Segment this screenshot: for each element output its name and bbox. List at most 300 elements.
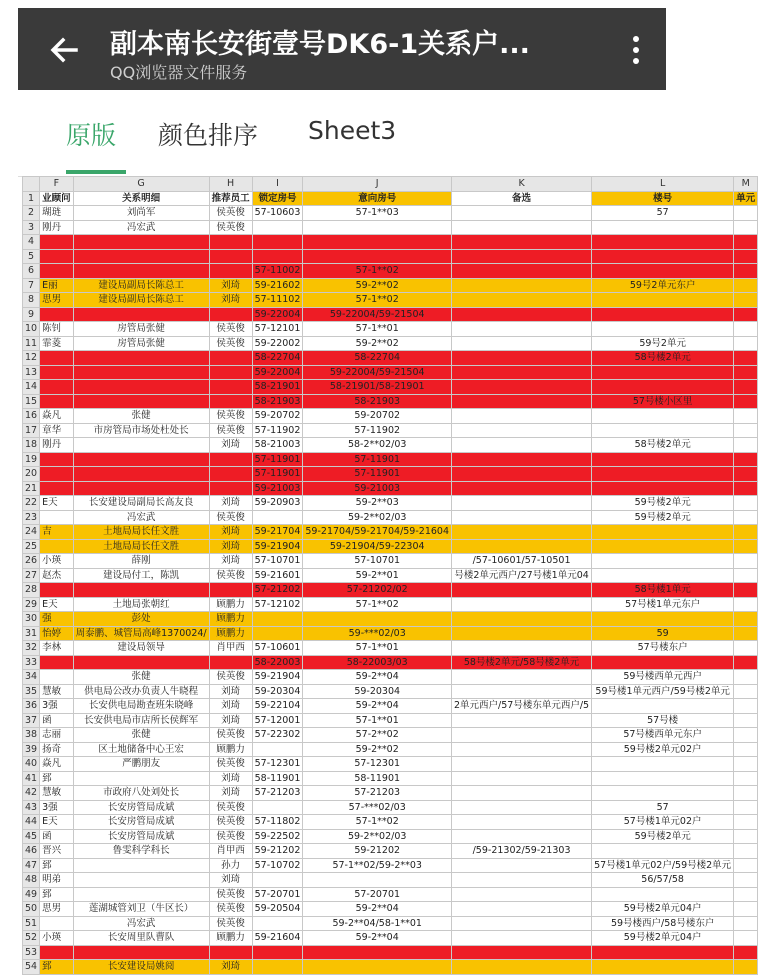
cell-j[interactable]: 57-11901 [303,467,452,482]
cell-h[interactable] [209,945,252,960]
cell-i[interactable]: 58-21903 [252,394,303,409]
cell-k[interactable] [452,945,592,960]
row-number[interactable]: 14 [23,380,40,395]
cell-k[interactable]: 号楼2单元西户/27号楼1单元04 [452,568,592,583]
cell-k[interactable] [452,829,592,844]
cell-m[interactable] [734,960,758,975]
cell-g[interactable]: 张健 [73,670,209,685]
cell-m[interactable] [734,815,758,830]
cell-j[interactable]: 57-1**02 [303,264,452,279]
cell-h[interactable]: 顾鹏力 [209,597,252,612]
cell-k[interactable] [452,670,592,685]
cell-f[interactable] [40,539,74,554]
cell-m[interactable] [734,858,758,873]
row-number[interactable]: 30 [23,612,40,627]
cell-i[interactable]: 58-22704 [252,351,303,366]
cell-j[interactable]: 58-2**02/03 [303,438,452,453]
cell-j[interactable]: 57-1**02 [303,293,452,308]
cell-g[interactable] [73,655,209,670]
cell-k[interactable] [452,583,592,598]
cell-f[interactable]: 焱凡 [40,757,74,772]
cell-j[interactable]: 57-1**01 [303,641,452,656]
cell-g[interactable] [73,365,209,380]
cell-j[interactable]: 57-21202/02 [303,583,452,598]
cell-l[interactable] [592,945,734,960]
cell-l[interactable] [592,264,734,279]
cell-f[interactable]: 刚丹 [40,438,74,453]
cell-i[interactable] [252,742,303,757]
cell-k[interactable] [452,742,592,757]
cell-h[interactable]: 顾鹏力 [209,626,252,641]
cell-l[interactable]: 59号2单元东户 [592,278,734,293]
cell-l[interactable]: 57号楼1单元02户/59号楼2单元 [592,858,734,873]
row-number[interactable]: 28 [23,583,40,598]
cell-f[interactable] [40,380,74,395]
cell-k[interactable]: 备选 [452,191,592,206]
cell-l[interactable]: 59 [592,626,734,641]
cell-i[interactable]: 59-21602 [252,278,303,293]
cell-m[interactable] [734,322,758,337]
cell-j[interactable]: 59-20702 [303,409,452,424]
cell-k[interactable]: /59-21302/59-21303 [452,844,592,859]
cell-k[interactable]: 58号楼2单元/58号楼2单元 [452,655,592,670]
cell-m[interactable] [734,278,758,293]
cell-i[interactable]: 58-11901 [252,771,303,786]
cell-k[interactable] [452,887,592,902]
cell-k[interactable] [452,597,592,612]
cell-j[interactable] [303,612,452,627]
cell-g[interactable] [73,249,209,264]
cell-j[interactable]: 59-22004/59-21504 [303,307,452,322]
cell-i[interactable] [252,220,303,235]
cell-g[interactable] [73,858,209,873]
row-number[interactable]: 7 [23,278,40,293]
cell-i[interactable]: 57-22302 [252,728,303,743]
cell-g[interactable]: 冯宏武 [73,916,209,931]
cell-m[interactable] [734,568,758,583]
cell-i[interactable]: 57-20701 [252,887,303,902]
cell-k[interactable] [452,380,592,395]
cell-l[interactable] [592,322,734,337]
cell-f[interactable]: 吉 [40,525,74,540]
cell-g[interactable] [73,467,209,482]
cell-j[interactable]: 59-2**02 [303,742,452,757]
cell-g[interactable]: 房管局张健 [73,322,209,337]
cell-h[interactable]: 刘琦 [209,496,252,511]
cell-k[interactable] [452,351,592,366]
cell-j[interactable]: 59-21704/59-21704/59-21604 [303,525,452,540]
cell-i[interactable]: 57-11102 [252,293,303,308]
cell-h[interactable]: 侯英俊 [209,206,252,221]
cell-h[interactable]: 侯英俊 [209,902,252,917]
row-number[interactable]: 41 [23,771,40,786]
cell-j[interactable] [303,235,452,250]
row-number[interactable]: 37 [23,713,40,728]
cell-m[interactable] [734,771,758,786]
cell-m[interactable] [734,844,758,859]
cell-i[interactable]: 59-21601 [252,568,303,583]
cell-f[interactable]: 明弟 [40,873,74,888]
cell-k[interactable] [452,626,592,641]
cell-i[interactable]: 58-22003 [252,655,303,670]
row-number[interactable]: 33 [23,655,40,670]
row-number[interactable]: 51 [23,916,40,931]
cell-i[interactable]: 57-10601 [252,641,303,656]
cell-j[interactable]: 59-21202 [303,844,452,859]
cell-j[interactable]: 59-2**03 [303,496,452,511]
cell-j[interactable]: 57-1**01 [303,322,452,337]
cell-i[interactable]: 57-12102 [252,597,303,612]
cell-j[interactable]: 58-21903 [303,394,452,409]
row-number[interactable]: 42 [23,786,40,801]
cell-k[interactable] [452,423,592,438]
column-header[interactable]: F [40,177,74,192]
cell-h[interactable]: 孙力 [209,858,252,873]
cell-g[interactable]: 土地局局长任文胜 [73,539,209,554]
cell-f[interactable]: 小瑛 [40,931,74,946]
cell-g[interactable] [73,945,209,960]
cell-l[interactable]: 59号楼西单元西户 [592,670,734,685]
cell-l[interactable]: 58号楼1单元 [592,583,734,598]
cell-j[interactable]: 59-2**04 [303,670,452,685]
cell-m[interactable] [734,829,758,844]
cell-m[interactable] [734,626,758,641]
cell-i[interactable]: 58-21901 [252,380,303,395]
cell-k[interactable] [452,481,592,496]
row-number[interactable]: 6 [23,264,40,279]
cell-g[interactable] [73,452,209,467]
row-number[interactable]: 15 [23,394,40,409]
cell-j[interactable] [303,249,452,264]
cell-l[interactable] [592,539,734,554]
cell-m[interactable] [734,800,758,815]
cell-h[interactable]: 侯英俊 [209,510,252,525]
cell-j[interactable]: 59-2**02 [303,336,452,351]
cell-j[interactable]: 59-2**04 [303,931,452,946]
cell-k[interactable] [452,902,592,917]
cell-j[interactable] [303,873,452,888]
cell-l[interactable] [592,365,734,380]
cell-k[interactable] [452,641,592,656]
cell-h[interactable]: 刘琦 [209,713,252,728]
cell-g[interactable]: 彭处 [73,612,209,627]
cell-i[interactable]: 57-11002 [252,264,303,279]
cell-m[interactable] [734,307,758,322]
cell-m[interactable] [734,887,758,902]
row-number[interactable]: 13 [23,365,40,380]
cell-h[interactable] [209,235,252,250]
row-number[interactable]: 12 [23,351,40,366]
cell-g[interactable]: 张健 [73,409,209,424]
cell-g[interactable]: 莲湖城管刘卫（牛区长） [73,902,209,917]
cell-f[interactable]: 3强 [40,800,74,815]
cell-i[interactable]: 57-12101 [252,322,303,337]
cell-i[interactable]: 59-20903 [252,496,303,511]
cell-k[interactable] [452,873,592,888]
row-number[interactable]: 47 [23,858,40,873]
cell-f[interactable]: 郅 [40,771,74,786]
cell-l[interactable]: 57号楼 [592,713,734,728]
cell-k[interactable] [452,684,592,699]
cell-f[interactable]: 郅 [40,858,74,873]
cell-m[interactable] [734,220,758,235]
more-vertical-icon[interactable] [632,36,640,66]
cell-k[interactable] [452,365,592,380]
cell-l[interactable] [592,467,734,482]
cell-g[interactable] [73,264,209,279]
cell-m[interactable] [734,612,758,627]
row-number[interactable]: 53 [23,945,40,960]
cell-m[interactable] [734,510,758,525]
cell-k[interactable] [452,206,592,221]
cell-j[interactable] [303,220,452,235]
row-number[interactable]: 29 [23,597,40,612]
cell-l[interactable] [592,786,734,801]
cell-i[interactable]: 59-20304 [252,684,303,699]
cell-m[interactable] [734,539,758,554]
cell-l[interactable] [592,554,734,569]
cell-i[interactable]: 57-12301 [252,757,303,772]
cell-h[interactable]: 刘琦 [209,525,252,540]
row-number[interactable]: 23 [23,510,40,525]
cell-l[interactable]: 59号楼西户/58号楼东户 [592,916,734,931]
corner-cell[interactable] [23,177,40,192]
cell-l[interactable] [592,525,734,540]
cell-h[interactable] [209,655,252,670]
cell-f[interactable]: 赵杰 [40,568,74,583]
cell-h[interactable] [209,583,252,598]
cell-j[interactable]: 59-21003 [303,481,452,496]
cell-l[interactable]: 59号楼2单元04户 [592,931,734,946]
arrow-left-icon[interactable] [48,34,80,66]
cell-h[interactable] [209,249,252,264]
cell-l[interactable] [592,699,734,714]
cell-i[interactable]: 57-11901 [252,467,303,482]
cell-i[interactable]: 57-11902 [252,423,303,438]
cell-k[interactable] [452,786,592,801]
cell-l[interactable]: 59号楼1单元西户/59号楼2单元 [592,684,734,699]
cell-k[interactable] [452,452,592,467]
cell-j[interactable]: 57-10701 [303,554,452,569]
cell-m[interactable] [734,293,758,308]
cell-m[interactable] [734,525,758,540]
cell-l[interactable] [592,960,734,975]
cell-k[interactable] [452,394,592,409]
cell-k[interactable] [452,960,592,975]
row-number[interactable]: 46 [23,844,40,859]
cell-g[interactable]: 长安房管局成斌 [73,829,209,844]
cell-m[interactable] [734,365,758,380]
cell-i[interactable]: 59-21604 [252,931,303,946]
cell-i[interactable]: 59-20504 [252,902,303,917]
cell-f[interactable]: 瑚琏 [40,206,74,221]
row-number[interactable]: 50 [23,902,40,917]
cell-k[interactable] [452,713,592,728]
cell-h[interactable]: 侯英俊 [209,568,252,583]
cell-l[interactable]: 58号楼2单元 [592,351,734,366]
cell-h[interactable]: 刘琦 [209,699,252,714]
row-number[interactable]: 16 [23,409,40,424]
cell-k[interactable] [452,931,592,946]
cell-k[interactable] [452,322,592,337]
row-number[interactable]: 38 [23,728,40,743]
cell-k[interactable] [452,220,592,235]
cell-i[interactable]: 57-21203 [252,786,303,801]
cell-m[interactable] [734,655,758,670]
row-number[interactable]: 4 [23,235,40,250]
cell-k[interactable] [452,916,592,931]
cell-h[interactable] [209,307,252,322]
cell-i[interactable] [252,626,303,641]
row-number[interactable]: 48 [23,873,40,888]
cell-h[interactable]: 侯英俊 [209,336,252,351]
cell-h[interactable]: 顾鹏力 [209,612,252,627]
row-number[interactable]: 32 [23,641,40,656]
row-number[interactable]: 40 [23,757,40,772]
cell-j[interactable]: 59-21904/59-22304 [303,539,452,554]
cell-f[interactable]: 刚丹 [40,220,74,235]
cell-h[interactable]: 侯英俊 [209,916,252,931]
cell-h[interactable]: 刘琦 [209,771,252,786]
cell-j[interactable]: 57-11901 [303,452,452,467]
row-number[interactable]: 45 [23,829,40,844]
cell-l[interactable]: 57号楼1单元02户 [592,815,734,830]
cell-k[interactable] [452,235,592,250]
cell-h[interactable] [209,264,252,279]
cell-m[interactable] [734,728,758,743]
cell-m[interactable] [734,699,758,714]
cell-f[interactable]: 函 [40,829,74,844]
cell-g[interactable]: 土地局局长任文胜 [73,525,209,540]
cell-f[interactable] [40,394,74,409]
cell-j[interactable]: 57-1**02/59-2**03 [303,858,452,873]
cell-g[interactable] [73,380,209,395]
row-number[interactable]: 10 [23,322,40,337]
column-header[interactable]: J [303,177,452,192]
cell-f[interactable]: 陈钊 [40,322,74,337]
cell-k[interactable] [452,293,592,308]
column-header[interactable]: M [734,177,758,192]
cell-f[interactable] [40,365,74,380]
tab-original[interactable]: 原版 [66,121,117,150]
cell-i[interactable]: 59-21704 [252,525,303,540]
column-header[interactable]: G [73,177,209,192]
cell-k[interactable] [452,858,592,873]
cell-m[interactable] [734,554,758,569]
cell-g[interactable]: 房管局张健 [73,336,209,351]
row-number[interactable]: 49 [23,887,40,902]
cell-i[interactable] [252,612,303,627]
cell-i[interactable]: 59-22004 [252,307,303,322]
cell-i[interactable]: 57-10701 [252,554,303,569]
cell-j[interactable]: 59-20304 [303,684,452,699]
cell-l[interactable] [592,220,734,235]
cell-m[interactable] [734,249,758,264]
row-number[interactable]: 34 [23,670,40,685]
cell-g[interactable] [73,351,209,366]
cell-f[interactable]: 扬奇 [40,742,74,757]
cell-h[interactable]: 侯英俊 [209,887,252,902]
cell-h[interactable]: 肖甲西 [209,844,252,859]
row-number[interactable]: 27 [23,568,40,583]
cell-f[interactable] [40,467,74,482]
cell-g[interactable]: 建设局付工，陈凯 [73,568,209,583]
cell-m[interactable] [734,597,758,612]
cell-h[interactable]: 刘琦 [209,278,252,293]
cell-m[interactable] [734,467,758,482]
cell-j[interactable]: 59-2**04/58-1**01 [303,916,452,931]
cell-g[interactable]: 长安建设局姚阅 [73,960,209,975]
cell-m[interactable] [734,684,758,699]
row-number[interactable]: 5 [23,249,40,264]
row-number[interactable]: 26 [23,554,40,569]
row-number[interactable]: 25 [23,539,40,554]
tab-color-sort[interactable]: 颜色排序 [158,121,259,150]
cell-i[interactable]: 59-22502 [252,829,303,844]
column-header[interactable]: H [209,177,252,192]
cell-h[interactable]: 侯英俊 [209,220,252,235]
column-header[interactable]: K [452,177,592,192]
cell-k[interactable] [452,409,592,424]
cell-l[interactable] [592,452,734,467]
cell-m[interactable] [734,409,758,424]
cell-j[interactable]: 58-21901/58-21901 [303,380,452,395]
cell-g[interactable] [73,887,209,902]
cell-k[interactable] [452,249,592,264]
cell-h[interactable]: 刘琦 [209,539,252,554]
cell-l[interactable]: 59号楼2单元 [592,496,734,511]
cell-l[interactable]: 56/57/58 [592,873,734,888]
cell-l[interactable]: 59号2单元 [592,336,734,351]
cell-f[interactable]: 强 [40,612,74,627]
cell-j[interactable]: 58-11901 [303,771,452,786]
cell-g[interactable]: 长安房管局成斌 [73,800,209,815]
cell-i[interactable]: 58-21003 [252,438,303,453]
cell-i[interactable] [252,510,303,525]
cell-h[interactable]: 顾鹏力 [209,931,252,946]
cell-j[interactable]: 59-22004/59-21504 [303,365,452,380]
cell-f[interactable] [40,264,74,279]
cell-k[interactable] [452,800,592,815]
cell-l[interactable]: 57号楼1单元东户 [592,597,734,612]
cell-g[interactable] [73,394,209,409]
row-number[interactable]: 11 [23,336,40,351]
cell-k[interactable] [452,510,592,525]
row-number[interactable]: 19 [23,452,40,467]
cell-l[interactable] [592,481,734,496]
cell-h[interactable] [209,481,252,496]
cell-k[interactable] [452,264,592,279]
cell-g[interactable] [73,307,209,322]
cell-i[interactable]: 57-12001 [252,713,303,728]
cell-f[interactable] [40,452,74,467]
cell-j[interactable]: 58-22003/03 [303,655,452,670]
cell-h[interactable]: 侯英俊 [209,670,252,685]
cell-j[interactable]: 57-1**01 [303,713,452,728]
cell-k[interactable] [452,771,592,786]
cell-l[interactable] [592,423,734,438]
cell-k[interactable]: /57-10601/57-10501 [452,554,592,569]
cell-j[interactable]: 59-2**04 [303,902,452,917]
cell-m[interactable] [734,916,758,931]
cell-f[interactable]: 李林 [40,641,74,656]
cell-k[interactable] [452,278,592,293]
cell-i[interactable]: 锁定房号 [252,191,303,206]
cell-l[interactable] [592,249,734,264]
cell-i[interactable]: 59-20702 [252,409,303,424]
cell-l[interactable]: 楼号 [592,191,734,206]
cell-i[interactable]: 59-21003 [252,481,303,496]
